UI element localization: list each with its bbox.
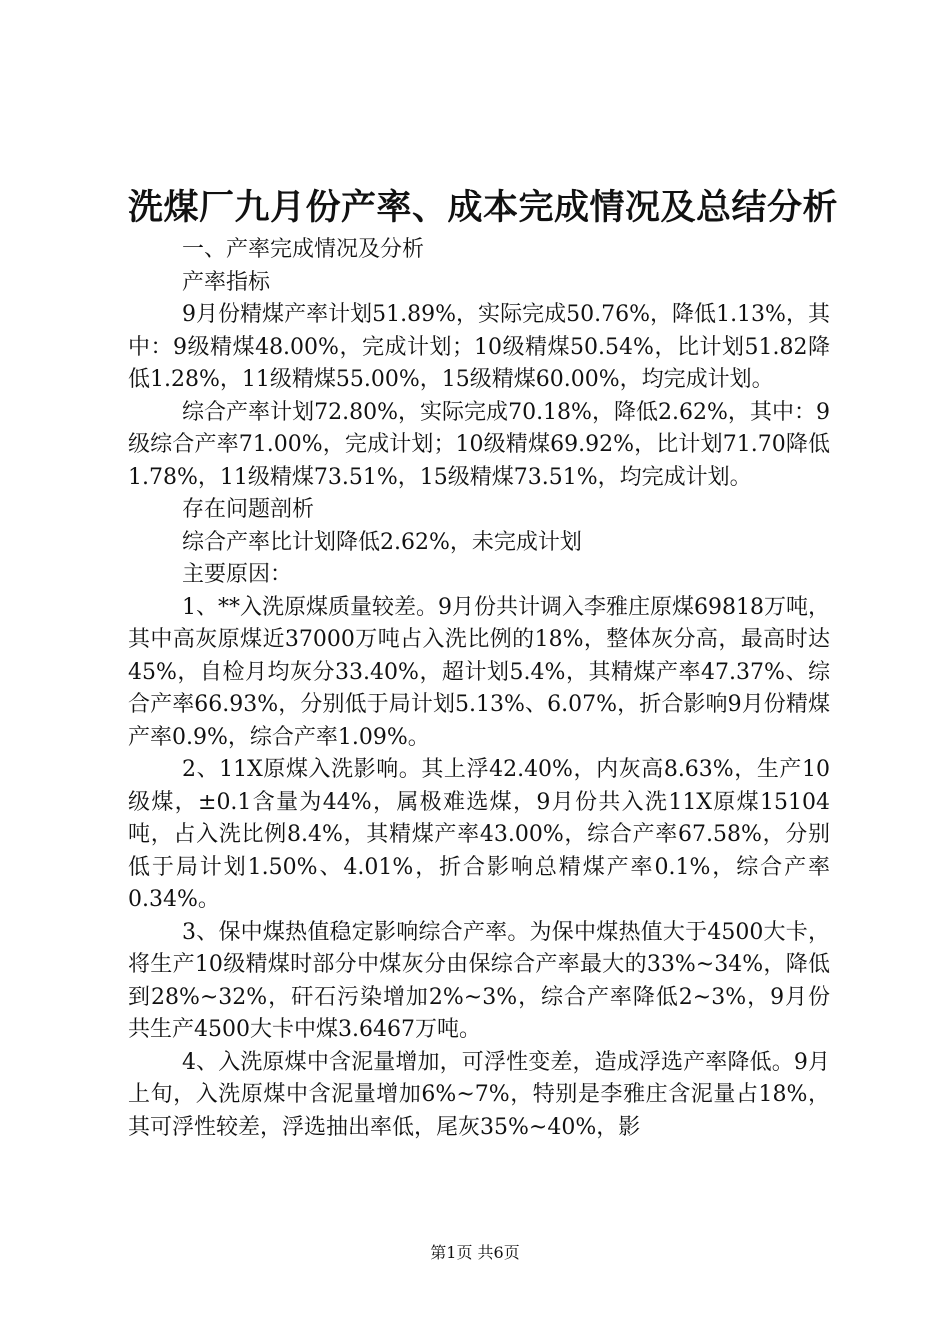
paragraph-reason-3: 3、保中煤热值稳定影响综合产率。为保中煤热值大于4500大卡，将生产10级精煤时部分中煤灰分由保综合产率最大的33%~34%，降低到28%~32%，矸石污染增加2%~3%，综合产率降低2~3%，9月份共生产4500大卡中煤3.6467万吨。 (128, 919, 830, 1042)
paragraph-reason-1: 1、**入洗原煤质量较差。9月份共计调入李雅庄原煤69818万吨，其中高灰原煤近37000万吨占入洗比例的18%，整体灰分高，最高时达45%，自检月均灰分33.40%，超计划5.4%，其精煤产率47.37%、综合产率66.93%，分别低于局计划5.13%、6.07%，折合影响9月份精煤产率0.9%，综合产率1.09%。 (128, 594, 830, 750)
subheading-output-rate-indicator: 产率指标 (182, 269, 271, 295)
subheading-main-reasons: 主要原因： (182, 562, 293, 587)
document-body (128, 234, 830, 1144)
section-heading-output-rate: 一、产率完成情况及分析 (182, 237, 425, 262)
document-title: 洗煤厂九月份产率、成本完成情况及总结分析 (128, 187, 839, 228)
paragraph-comprehensive-rate: 综合产率计划72.80%，实际完成70.18%，降低2.62%，其中：9级综合产率71.00%，完成计划；10级精煤69.92%，比计划71.70降低1.78%，11级精煤73.51%，15级精煤73.51%，均完成计划。 (128, 399, 830, 490)
paragraph-reason-2: 2、11X原煤入洗影响。其上浮42.40%，内灰高8.63%，生产10级煤，±0.1含量为44%，属极难选煤，9月份共入洗11X原煤15104吨，占入洗比例8.4%，其精煤产率43.00%，综合产率67.58%，分别低于局计划1.50%、4.01%，折合影响总精煤产率0.1%，综合产率0.34%。 (128, 757, 830, 912)
subheading-problem-analysis: 存在问题剖析 (182, 497, 315, 522)
paragraph-rate-shortfall: 综合产率比计划降低2.62%，未完成计划 (182, 529, 582, 555)
paragraph-clean-coal-rate: 9月份精煤产率计划51.89%，实际完成50.76%，降低1.13%，其中：9级精煤48.00%，完成计划；10级精煤50.54%，比计划51.82降低1.28%，11级精煤55.00%，15级精煤60.00%，均完成计划。 (128, 302, 830, 392)
paragraph-reason-4: 4、入洗原煤中含泥量增加，可浮性变差，造成浮选产率降低。9月上旬，入洗原煤中含泥量增加6%~7%，特别是李雅庄含泥量占18%，其可浮性较差，浮选抽出率低，尾灰35%~40%，影 (128, 1049, 830, 1140)
page-number: 第1页 共6页 (430, 1243, 520, 1262)
